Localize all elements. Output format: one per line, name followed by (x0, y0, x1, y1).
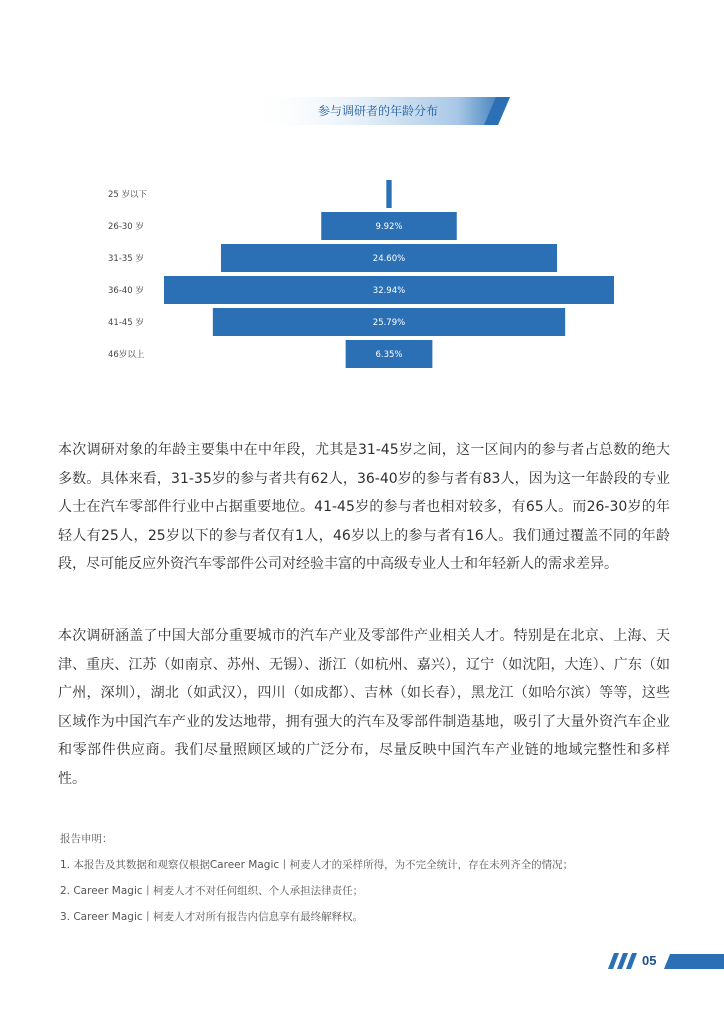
section-title-banner (246, 97, 510, 125)
chart-canvas (0, 170, 724, 380)
bar (386, 180, 391, 208)
disclaimer-item: 1. 本报告及其数据和观察仅根据Career Magic丨柯麦人才的采样所得，为不完全统计，存在未列齐全的情况； (60, 859, 574, 871)
report-disclaimer (60, 826, 700, 930)
age-analysis-paragraph: 本次调研对象的年龄主要集中在中年段，尤其是31-45岁之间，这一区间内的参与者占总数的绝大多数。具体来看，31-35岁的参与者共有62人，36-40岁的参与者有83人，因为这一年龄段的专业人士在汽车零部件行业中占据重要地位。41-45岁的参与者也相对较多，有65人。而26-30岁的年轻人有25人，25岁以下的参与者仅有1人，46岁以上的参与者有16人。我们通过覆盖不同的年龄段，尽可能反应外资汽车零部件公司对经验丰富的中高级专业人士和年轻新人的需求差异。 (58, 442, 670, 573)
disclaimer-title: 报告申明： (60, 833, 113, 845)
disclaimer-item: 3. Career Magic丨柯麦人才对所有报告内信息享有最终解释权。 (60, 911, 364, 923)
value-label: 32.94% (372, 286, 406, 296)
category-label: 31-35 岁 (108, 254, 144, 264)
value-label: 25.79% (372, 318, 406, 328)
page-number: 05 (642, 953, 657, 968)
page-footer (606, 950, 724, 972)
category-label: 36-40 岁 (108, 286, 144, 296)
age-distribution-chart (0, 170, 724, 380)
category-label: 41-45 岁 (108, 318, 144, 328)
category-label: 46岁以上 (108, 350, 145, 360)
value-label: 9.92% (375, 222, 403, 232)
value-label: 6.35% (375, 350, 403, 360)
section-title: 参与调研者的年龄分布 (317, 104, 438, 118)
category-label: 26-30 岁 (108, 222, 144, 232)
disclaimer-item: 2. Career Magic丨柯麦人才不对任何组织、个人承担法律责任； (60, 885, 364, 897)
value-label: 24.60% (372, 254, 406, 264)
footer-slash-decoration (606, 950, 724, 972)
category-label: 25 岁以下 (108, 190, 148, 200)
region-coverage-paragraph: 本次调研涵盖了中国大部分重要城市的汽车产业及零部件产业相关人才。特别是在北京、上海、天津、重庆、江苏（如南京、苏州、无锡）、浙江（如杭州、嘉兴），辽宁（如沈阳，大连）、广东（如广州，深圳），湖北（如武汉），四川（如成都）、吉林（如长春），黑龙江（如哈尔滨）等等，这些区域作为中国汽车产业的发达地带，拥有强大的汽车及零部件制造基地，吸引了大量外资汽车企业和零部件供应商。我们尽量照顾区域的广泛分布，尽量反映中国汽车产业链的地域完整性和多样性。 (58, 628, 670, 787)
